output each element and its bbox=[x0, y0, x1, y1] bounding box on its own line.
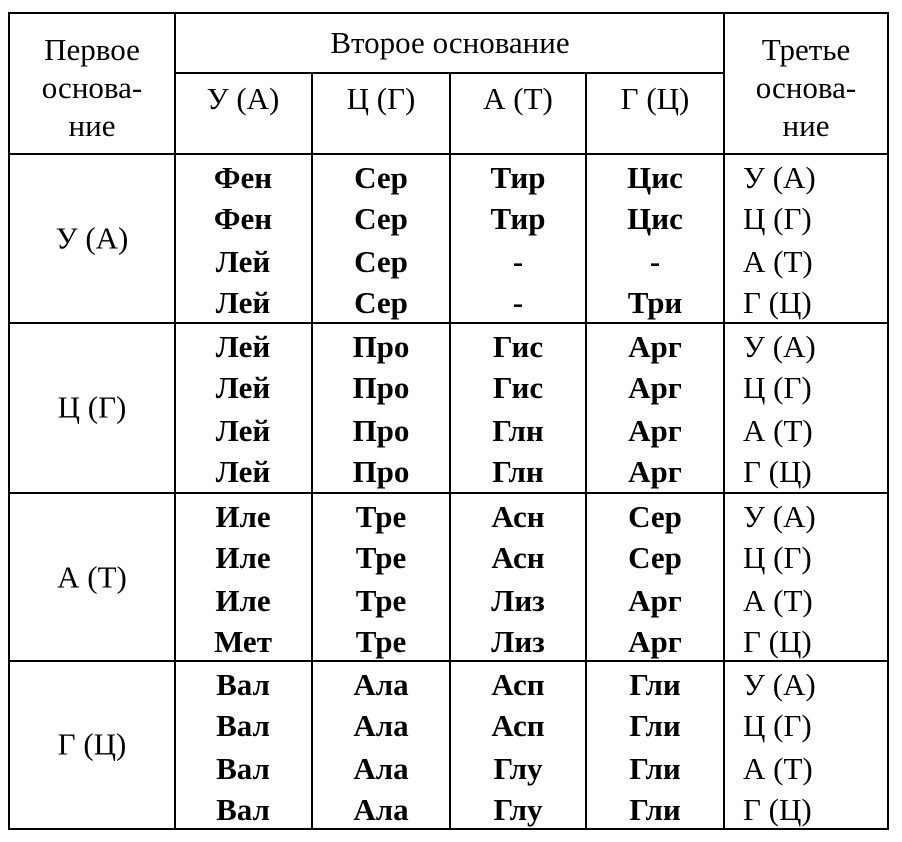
amino-acid-cell-second-base-c: Сер bbox=[354, 160, 408, 195]
header-third-base-line: ние bbox=[782, 108, 830, 143]
third-base-label: Г (Ц) bbox=[743, 792, 812, 827]
amino-acid-cell-second-base-a: Глн bbox=[492, 413, 544, 448]
amino-acid-cell-second-base-c: Про bbox=[352, 413, 410, 448]
header-first-base bbox=[10, 31, 174, 145]
third-base-label: У (А) bbox=[743, 499, 816, 534]
third-base-label: А (Т) bbox=[743, 244, 813, 279]
amino-acid-cell-second-base-g: - bbox=[649, 244, 661, 279]
amino-acid-cell-second-base-g: Арг bbox=[628, 329, 682, 364]
amino-acid-cell-second-base-a: Глн bbox=[492, 454, 544, 489]
header-third-base-line: основа- bbox=[755, 70, 857, 105]
amino-acid-cell-second-base-g: Арг bbox=[628, 370, 682, 405]
column-header: Г (Ц) bbox=[620, 81, 690, 116]
divider-col-2 bbox=[449, 72, 451, 828]
column-header: Ц (Г) bbox=[346, 81, 416, 116]
amino-acid-cell-second-base-u: Лей bbox=[215, 244, 271, 279]
amino-acid-cell-second-base-c: Про bbox=[352, 454, 410, 489]
amino-acid-cell-second-base-u: Лей bbox=[215, 370, 271, 405]
amino-acid-cell-second-base-u: Фен bbox=[213, 160, 273, 195]
genetic-code-table bbox=[8, 12, 889, 830]
amino-acid-cell-second-base-u: Лей bbox=[215, 454, 271, 489]
amino-acid-cell-second-base-g: Гли bbox=[629, 792, 681, 827]
amino-acid-cell-second-base-g: Арг bbox=[628, 583, 682, 618]
amino-acid-cell-second-base-g: Арг bbox=[628, 454, 682, 489]
amino-acid-cell-second-base-c: Про bbox=[352, 329, 410, 364]
amino-acid-cell-second-base-u: Вал bbox=[216, 667, 270, 702]
header-first-base-line: ние bbox=[68, 108, 116, 143]
amino-acid-cell-second-base-g: Арг bbox=[628, 413, 682, 448]
amino-acid-cell-second-base-c: Тре bbox=[355, 499, 407, 534]
amino-acid-cell-second-base-u: Иле bbox=[215, 499, 271, 534]
amino-acid-cell-second-base-a: - bbox=[512, 244, 524, 279]
amino-acid-cell-second-base-a: - bbox=[512, 285, 524, 320]
first-base-label: А (Т) bbox=[57, 559, 127, 595]
amino-acid-cell-second-base-u: Лей bbox=[215, 285, 271, 320]
amino-acid-cell-second-base-a: Лиз bbox=[491, 624, 545, 659]
amino-acid-cell-second-base-u: Иле bbox=[215, 583, 271, 618]
header-third-base bbox=[725, 31, 887, 145]
amino-acid-cell-second-base-u: Вал bbox=[216, 751, 270, 786]
column-header: А (Т) bbox=[483, 81, 553, 116]
amino-acid-cell-second-base-c: Сер bbox=[354, 244, 408, 279]
amino-acid-cell-second-base-a: Асн bbox=[491, 540, 545, 575]
amino-acid-cell-second-base-a: Тир bbox=[490, 201, 546, 236]
divider-col-1 bbox=[311, 72, 313, 828]
third-base-label: У (А) bbox=[743, 667, 816, 702]
header-second-base: Второе основание bbox=[330, 25, 570, 60]
amino-acid-cell-second-base-a: Глу bbox=[493, 792, 543, 827]
amino-acid-cell-second-base-a: Гис bbox=[492, 329, 544, 364]
divider-group-3 bbox=[10, 660, 887, 662]
amino-acid-cell-second-base-c: Ала bbox=[353, 667, 409, 702]
amino-acid-cell-second-base-u: Вал bbox=[216, 792, 270, 827]
amino-acid-cell-second-base-g: Гли bbox=[629, 751, 681, 786]
amino-acid-cell-second-base-c: Тре bbox=[355, 583, 407, 618]
amino-acid-cell-second-base-g: Три bbox=[627, 285, 683, 320]
divider-after-first-base bbox=[174, 14, 176, 828]
third-base-label: А (Т) bbox=[743, 413, 813, 448]
third-base-label: Г (Ц) bbox=[743, 285, 812, 320]
amino-acid-cell-second-base-c: Сер bbox=[354, 285, 408, 320]
amino-acid-cell-second-base-a: Асн bbox=[491, 499, 545, 534]
header-first-base-line: Первое bbox=[44, 32, 140, 67]
column-header: У (А) bbox=[206, 81, 280, 116]
third-base-label: Г (Ц) bbox=[743, 454, 812, 489]
first-base-label: У (А) bbox=[55, 220, 129, 256]
amino-acid-cell-second-base-u: Мет bbox=[214, 624, 272, 659]
amino-acid-cell-second-base-c: Сер bbox=[354, 201, 408, 236]
amino-acid-cell-second-base-g: Гли bbox=[629, 708, 681, 743]
third-base-label: Ц (Г) bbox=[743, 370, 812, 405]
amino-acid-cell-second-base-u: Иле bbox=[215, 540, 271, 575]
amino-acid-cell-second-base-a: Гис bbox=[492, 370, 544, 405]
amino-acid-cell-second-base-c: Ала bbox=[353, 708, 409, 743]
third-base-label: У (А) bbox=[743, 160, 816, 195]
amino-acid-cell-second-base-g: Цис bbox=[627, 160, 683, 195]
amino-acid-cell-second-base-g: Цис bbox=[627, 201, 683, 236]
third-base-label: Ц (Г) bbox=[743, 540, 812, 575]
third-base-label: А (Т) bbox=[743, 751, 813, 786]
amino-acid-cell-second-base-g: Гли bbox=[629, 667, 681, 702]
divider-group-1 bbox=[10, 322, 887, 324]
amino-acid-cell-second-base-g: Арг bbox=[628, 624, 682, 659]
header-third-base-line: Третье bbox=[761, 32, 851, 67]
first-base-label: Ц (Г) bbox=[57, 389, 127, 425]
divider-group-2 bbox=[10, 492, 887, 494]
divider-under-second-base bbox=[174, 72, 725, 74]
amino-acid-cell-second-base-a: Тир bbox=[490, 160, 546, 195]
amino-acid-cell-second-base-u: Лей bbox=[215, 413, 271, 448]
amino-acid-cell-second-base-c: Ала bbox=[353, 751, 409, 786]
amino-acid-cell-second-base-c: Про bbox=[352, 370, 410, 405]
amino-acid-cell-second-base-a: Глу bbox=[493, 751, 543, 786]
amino-acid-cell-second-base-a: Асп bbox=[491, 667, 545, 702]
amino-acid-cell-second-base-g: Сер bbox=[628, 540, 682, 575]
header-first-base-line: основа- bbox=[41, 70, 143, 105]
third-base-label: У (А) bbox=[743, 329, 816, 364]
divider-under-header bbox=[10, 153, 887, 155]
amino-acid-cell-second-base-a: Лиз bbox=[491, 583, 545, 618]
amino-acid-cell-second-base-u: Фен bbox=[213, 201, 273, 236]
first-base-label: Г (Ц) bbox=[57, 726, 127, 762]
amino-acid-cell-second-base-c: Ала bbox=[353, 792, 409, 827]
amino-acid-cell-second-base-a: Асп bbox=[491, 708, 545, 743]
amino-acid-cell-second-base-u: Вал bbox=[216, 708, 270, 743]
amino-acid-cell-second-base-c: Тре bbox=[355, 624, 407, 659]
amino-acid-cell-second-base-g: Сер bbox=[628, 499, 682, 534]
divider-col-3 bbox=[585, 72, 587, 828]
third-base-label: А (Т) bbox=[743, 583, 813, 618]
amino-acid-cell-second-base-u: Лей bbox=[215, 329, 271, 364]
third-base-label: Ц (Г) bbox=[743, 708, 812, 743]
third-base-label: Ц (Г) bbox=[743, 201, 812, 236]
amino-acid-cell-second-base-c: Тре bbox=[355, 540, 407, 575]
third-base-label: Г (Ц) bbox=[743, 624, 812, 659]
